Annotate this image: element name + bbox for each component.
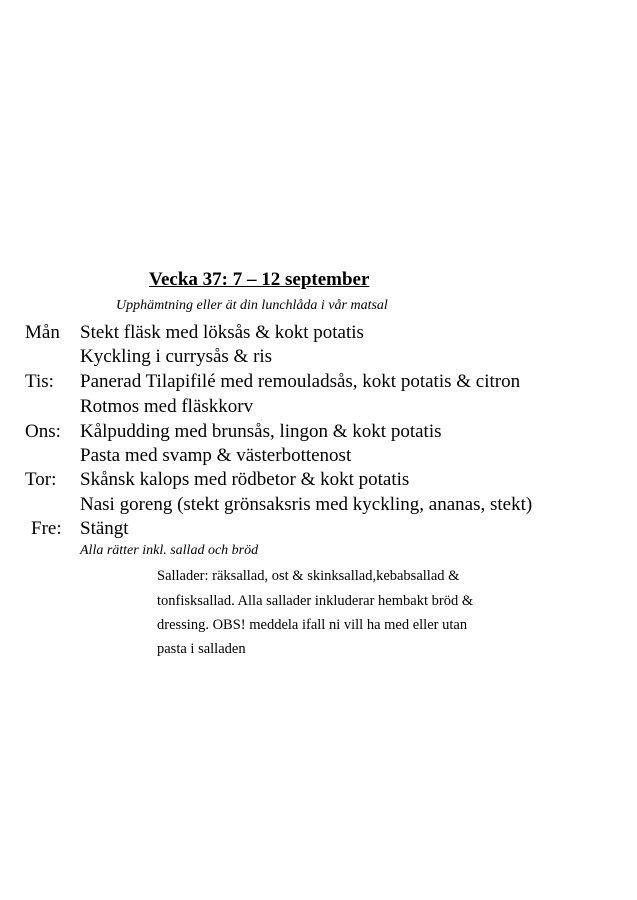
included-note: Alla rätter inkl. sallad och bröd [80, 543, 259, 558]
salad-line-3: dressing. OBS! meddela ifall ni vill ha med eller utan [157, 617, 468, 633]
dish-friday-1: Stängt [80, 518, 129, 539]
day-label-thursday: Tor: [25, 469, 57, 490]
dish-thursday-2: Nasi goreng (stekt grönsaksris med kyckling, ananas, stekt) [80, 494, 533, 515]
day-label-monday: Mån [25, 322, 60, 343]
day-label-wednesday: Ons: [25, 421, 61, 442]
dish-tuesday-2: Rotmos med fläskkorv [80, 396, 254, 417]
salad-line-1: Sallader: räksallad, ost & skinksallad,kebabsallad & [157, 568, 460, 584]
day-label-tuesday: Tis: [25, 371, 54, 392]
salad-line-2: tonfisksallad. Alla sallader inkluderar hembakt bröd & [157, 593, 474, 609]
dish-monday-2: Kyckling i currysås & ris [80, 346, 273, 367]
page-title: Vecka 37: 7 – 12 september [149, 269, 370, 290]
dish-tuesday-1: Panerad Tilapifilé med remouladsås, kokt potatis & citron [80, 371, 521, 392]
day-label-friday: Fre: [31, 518, 62, 539]
salad-line-4: pasta i salladen [157, 641, 246, 657]
pickup-subtitle: Upphämtning eller ät din lunchlåda i vår matsal [116, 298, 388, 313]
dish-monday-1: Stekt fläsk med löksås & kokt potatis [80, 322, 364, 343]
dish-wednesday-2: Pasta med svamp & västerbottenost [80, 445, 352, 466]
dish-thursday-1: Skånsk kalops med rödbetor & kokt potatis [80, 469, 410, 490]
dish-wednesday-1: Kålpudding med brunsås, lingon & kokt potatis [80, 421, 442, 442]
